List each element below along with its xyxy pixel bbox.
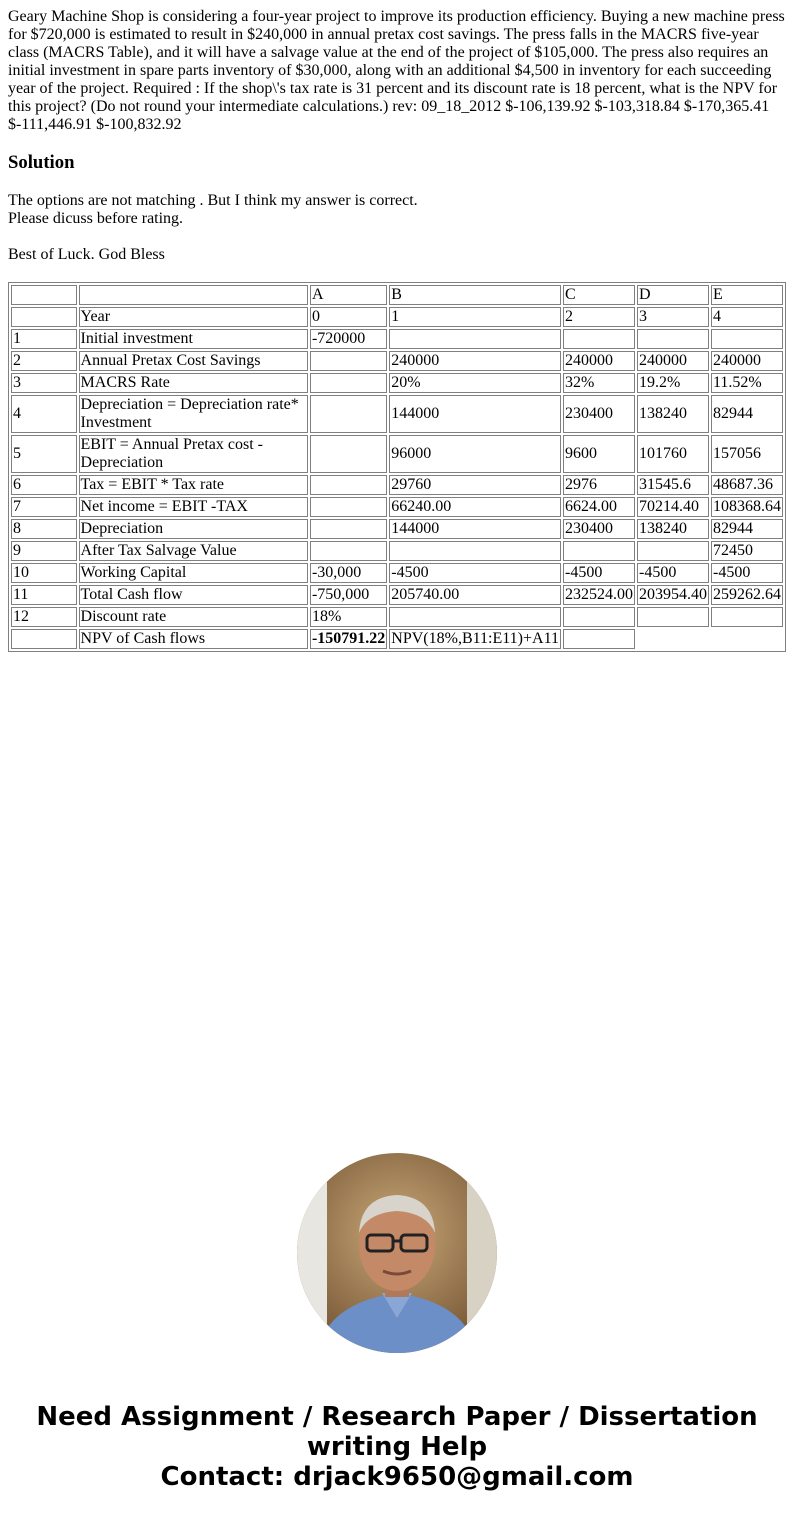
table-cell: 9: [11, 541, 77, 561]
table-row: [11, 563, 783, 583]
table-cell: -4500: [637, 563, 709, 583]
table-cell: Net income = EBIT -TAX: [79, 497, 308, 517]
table-cell: [563, 541, 635, 561]
table-cell: 240000: [637, 351, 709, 371]
table-cell: 144000: [389, 519, 561, 539]
table-cell: Depreciation: [79, 519, 308, 539]
table-row: [11, 475, 783, 495]
table-row: [11, 541, 783, 561]
table-cell: A: [310, 285, 387, 305]
table-cell: 29760: [389, 475, 561, 495]
table-cell: [711, 607, 783, 627]
table-cell: Depreciation = Depreciation rate* Investment: [79, 395, 308, 433]
table-cell: 1: [389, 307, 561, 327]
table-cell: 230400: [563, 395, 635, 433]
table-cell: -750,000: [310, 585, 387, 605]
table-cell: 101760: [637, 435, 709, 473]
table-cell: [11, 307, 77, 327]
table-cell: 5: [11, 435, 77, 473]
table-cell: 12: [11, 607, 77, 627]
table-cell: 82944: [711, 395, 783, 433]
table-cell: 11.52%: [711, 373, 783, 393]
solution-line: Please dicuss before rating.: [8, 210, 184, 227]
help-line: Need Assignment / Research Paper / Dissertation: [36, 1402, 758, 1432]
table-cell: [563, 629, 635, 649]
solution-heading: Solution: [8, 152, 75, 173]
table-cell: 18%: [310, 607, 387, 627]
table-cell: 19.2%: [637, 373, 709, 393]
table-cell: [563, 329, 635, 349]
table-cell: 82944: [711, 519, 783, 539]
table-row: [11, 519, 783, 539]
table-row: [11, 497, 783, 517]
table-cell: Total Cash flow: [79, 585, 308, 605]
table-cell: [11, 285, 77, 305]
table-cell: 3: [11, 373, 77, 393]
table-cell: [563, 607, 635, 627]
table-cell: [389, 541, 561, 561]
table-row: [11, 373, 783, 393]
table-cell: 72450: [711, 541, 783, 561]
table-cell: 96000: [389, 435, 561, 473]
table-row: [11, 351, 783, 371]
table-cell: 8: [11, 519, 77, 539]
table-cell: 232524.00: [564, 586, 633, 603]
table-cell: Annual Pretax Cost Savings: [79, 351, 308, 371]
table-cell: 4: [711, 307, 783, 327]
table-cell: D: [637, 285, 709, 305]
table-cell: 66240.00: [389, 497, 561, 517]
question-text: Geary Machine Shop is considering a four-year project to improve its production efficiency. Buying a new machine press for $720,000 is estimated to result in $240,000 in annual pretax cost savings. The press falls in the MACRS five-year class (MACRS Table), and it will have a salvage value at the end of the project of $105,000. The press also requires an initial investment in spare parts inventory of $30,000, along with an additional $4,500 in inventory for each succeeding year of the project. Required : If the shop\'s tax rate is 31 percent and its discount rate is 18 percent, what is the NPV for this project? (Do not round your intermediate calculations.) rev: 09_18_2012 $-106,139.92 $-103,318.84 $-170,365.41 $-111,446.91 $-100,832.92: [8, 8, 785, 133]
table-cell: 7: [11, 497, 77, 517]
table-cell: 1: [11, 329, 77, 349]
table-cell: [637, 329, 709, 349]
table-cell: -30,000: [310, 563, 387, 583]
table-cell: 205740.00: [389, 585, 561, 605]
table-cell: 31545.6: [637, 475, 709, 495]
table-cell: After Tax Salvage Value: [79, 541, 308, 561]
table-cell: 48687.36: [711, 475, 783, 495]
table-cell: [310, 541, 387, 561]
table-cell: 3: [637, 307, 709, 327]
table-row: [11, 435, 783, 473]
table-cell: C: [563, 285, 635, 305]
table-cell: 2976: [563, 475, 635, 495]
table-cell: [711, 329, 783, 349]
table-cell: 240000: [711, 351, 783, 371]
solution-text: [8, 192, 786, 264]
author-photo: [297, 1153, 497, 1353]
table-cell: 108368.64: [711, 497, 783, 517]
table-row: [11, 395, 783, 433]
table-cell: 0: [310, 307, 387, 327]
table-cell: 240000: [389, 351, 561, 371]
page-content: [0, 0, 794, 652]
table-cell: 203954.40: [638, 586, 707, 603]
table-cell: [310, 351, 387, 371]
table-cell: 2: [563, 307, 635, 327]
table-cell: MACRS Rate: [79, 373, 308, 393]
table-cell: 9600: [563, 435, 635, 473]
table-cell: Initial investment: [79, 329, 308, 349]
table-cell: 2: [11, 351, 77, 371]
table-cell: NPV of Cash flows: [79, 629, 308, 649]
table-row: [11, 607, 783, 627]
npv-spreadsheet-table: [8, 282, 786, 652]
table-cell: 20%: [389, 373, 561, 393]
table-cell: -150791.22: [311, 630, 386, 647]
table-cell: 6624.00: [563, 497, 635, 517]
table-cell: Year: [79, 307, 308, 327]
table-cell: 10: [11, 563, 77, 583]
table-cell: [310, 497, 387, 517]
table-cell: 32%: [563, 373, 635, 393]
table-cell: -4500: [563, 563, 635, 583]
table-cell: E: [711, 285, 783, 305]
table-cell: -4500: [389, 563, 561, 583]
table-cell: 259262.64: [711, 585, 783, 605]
table-cell: 138240: [637, 395, 709, 433]
table-cell: 240000: [563, 351, 635, 371]
table-cell: [310, 475, 387, 495]
table-cell: 157056: [711, 435, 783, 473]
table-cell: [389, 329, 561, 349]
contact-line: Contact: drjack9650@gmail.com: [160, 1462, 634, 1492]
table-cell: [310, 519, 387, 539]
author-avatar: [297, 1153, 497, 1353]
solution-line: The options are not matching . But I think my answer is correct.: [8, 192, 418, 209]
table-cell: 11: [11, 585, 77, 605]
table-cell: [310, 395, 387, 433]
table-row: [11, 307, 783, 327]
table-cell: [637, 607, 709, 627]
table-cell: [310, 435, 387, 473]
table-row: [11, 285, 783, 305]
table-cell: Working Capital: [79, 563, 308, 583]
table-cell: [310, 373, 387, 393]
table-cell: 4: [11, 395, 77, 433]
table-cell: 230400: [563, 519, 635, 539]
table-cell: EBIT = Annual Pretax cost - Depreciation: [79, 435, 308, 473]
help-line: writing Help: [306, 1432, 488, 1462]
table-cell: Tax = EBIT * Tax rate: [79, 475, 308, 495]
table-cell: [389, 607, 561, 627]
table-cell: 138240: [637, 519, 709, 539]
table-cell: -4500: [711, 563, 783, 583]
table-cell: NPV(18%,B11:E11)+A11: [391, 630, 559, 647]
table-cell: [637, 541, 709, 561]
solution-line: Best of Luck. God Bless: [8, 246, 165, 263]
table-row: [11, 629, 783, 649]
table-cell: 144000: [389, 395, 561, 433]
table-row: [11, 585, 783, 605]
table-cell: B: [389, 285, 561, 305]
table-cell: -720000: [310, 329, 387, 349]
table-row: [11, 329, 783, 349]
table-cell: 70214.40: [637, 497, 709, 517]
assignment-help-banner: [0, 1402, 794, 1492]
table-cell: Discount rate: [79, 607, 308, 627]
table-cell: [11, 629, 77, 649]
table-cell: 6: [11, 475, 77, 495]
table-cell: [79, 285, 308, 305]
